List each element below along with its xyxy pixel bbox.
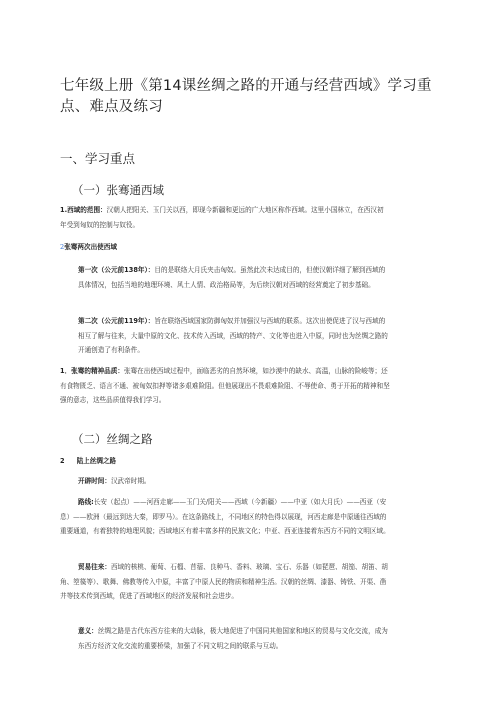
subsection-heading-zhangqian: （一）张骞通西域 <box>72 183 164 197</box>
label-zhangqian-spirit: 1．张骞的精神品质： <box>60 367 124 375</box>
paragraph-significance <box>78 624 388 653</box>
label-western-regions-scope: 1.西域的范围： <box>60 206 107 214</box>
label-opening-time: 开辟时间： <box>78 477 111 485</box>
text-opening-time: 汉武帝时期。 <box>110 477 151 485</box>
item-number: 2 <box>60 243 65 251</box>
text-route: 长安（起点）——河西走廊——玉门关/阳关——西域（今新疆）——中亚（如大月氏）——西亚（安息）——欧洲（最远到达大秦，即罗马）。在这条路线上，不同地区的特色得以展现，河西走廊是中原通往西域的重要通道，有着独特的地理风貌；西域地区有着丰富多样的民族文化；中亚、西亚连接着东西方不同的文明区域。 <box>60 498 390 535</box>
label-second-mission: 第二次（公元前119年）： <box>78 317 155 325</box>
paragraph-first-mission <box>78 263 388 292</box>
paragraph-second-mission <box>78 314 388 358</box>
text-first-mission: 目的是联络大月氏夹击匈奴。虽然此次未达成目的，但使汉朝详细了解到西域的具体情况，包括当地的地理环境、风土人情、政治格局等，为后续汉朝对西域的经营奠定了初步基础。 <box>78 266 386 289</box>
text-western-regions-scope: 汉朝人把阳关、玉门关以西，即现今新疆和更远的广大地区称作西域。这里小国林立，在西汉初年受到匈奴的控制与奴役。 <box>60 206 384 229</box>
text-trade: 西域的核桃、葡萄、石榴、苜蓿、良种马、香料、玻璃、宝石、乐器（如琵琶、胡笳、胡笛、胡角、箜篌等）、歌舞、佛教等传入中原，丰富了中原人民的物质和精神生活。汉朝的丝绸、漆器、铸铁、开渠、凿井等技术传到西域，促进了西域地区的经济发展和社会进步。 <box>60 563 388 600</box>
subsection-heading-silk-road: （二）丝绸之路 <box>72 432 153 446</box>
text-second-mission: 旨在联络西域国家防御匈奴并加强汉与西域的联系。这次出使促进了汉与西域的相互了解与往来，大量中原的文化、技术传入西域，西域的特产、文化等也进入中原，同时也为丝绸之路的开通创造了有利条件。 <box>78 317 388 354</box>
section-heading-key-points: 一、学习重点 <box>60 151 136 166</box>
label-trade: 贸易往来： <box>78 563 111 571</box>
paragraph-trade <box>60 560 390 604</box>
label-significance: 意义： <box>78 627 98 635</box>
item-land-silk-road-heading <box>60 454 390 469</box>
text-significance: 丝绸之路是古代东西方往来的大动脉，极大地促进了中国同其他国家和地区的贸易与文化交流，成为东西方经济文化交流的重要桥梁，加强了不同文明之间的联系与互动。 <box>78 627 388 650</box>
label-first-mission: 第一次（公元前138年）： <box>78 266 155 274</box>
paragraph-opening-time <box>78 474 388 489</box>
paragraph-zhangqian-spirit <box>60 364 390 408</box>
document-title: 七年级上册《第14课丝绸之路的开通与经营西域》学习重点、难点及练习 <box>60 78 432 115</box>
text-zhangqian-spirit: 张骞在出使西域过程中，面临恶劣的自然环境，如沙漠中的缺水、高温，山脉的险峻等；还有食物匮乏、语言不通、被匈奴扣押等诸多艰难险阻。但他展现出不畏艰难险阻、不辱使命、勇于开拓的精神和坚强的意志，这些品质值得我们学习。 <box>60 367 390 404</box>
heading-two-missions: 张骞两次出使西域 <box>64 243 117 251</box>
item-number: 2 <box>60 457 65 465</box>
item-two-missions-heading <box>60 240 390 255</box>
label-route: 路线: <box>78 498 94 506</box>
paragraph-route <box>60 495 390 539</box>
heading-land-silk-road: 陆上丝绸之路 <box>76 457 117 465</box>
paragraph-western-regions <box>60 203 390 232</box>
